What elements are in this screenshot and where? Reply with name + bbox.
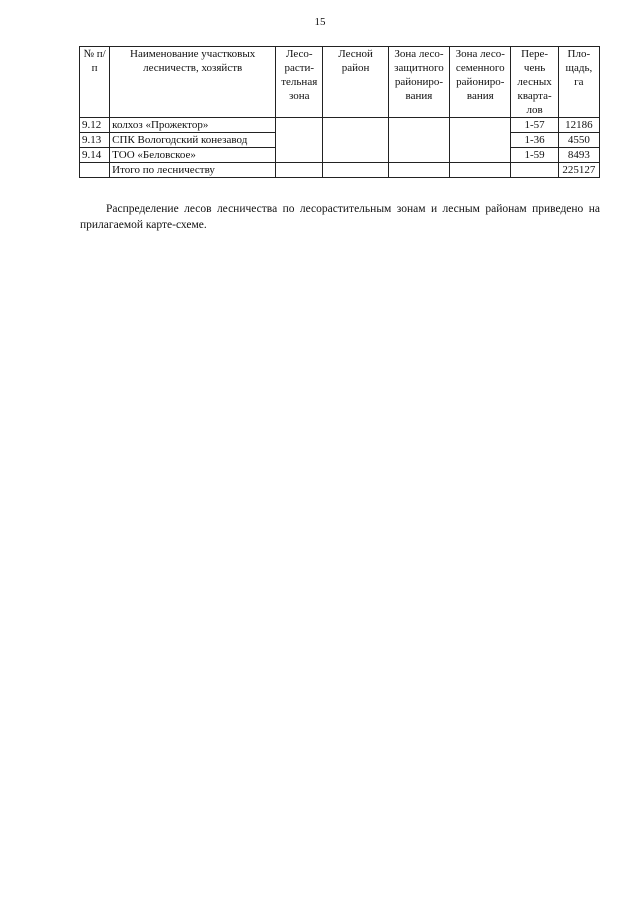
row-quarters: 1-57 <box>511 118 558 133</box>
row-area: 4550 <box>558 133 599 148</box>
header-forest-zone: Лесо-расти-тельная зона <box>276 47 323 118</box>
row-area: 12186 <box>558 118 599 133</box>
row-quarters: 1-36 <box>511 133 558 148</box>
header-quarters: Пере-чень лесных кварта-лов <box>511 47 558 118</box>
total-district-cell <box>323 163 388 178</box>
page-number: 15 <box>314 16 326 28</box>
row-quarters: 1-59 <box>511 148 558 163</box>
row-name: ТОО «Беловское» <box>110 148 276 163</box>
total-seed-cell <box>450 163 511 178</box>
header-forest-district: Лесной район <box>323 47 388 118</box>
seed-zone-cell <box>450 118 511 163</box>
header-number: № п/п <box>80 47 110 118</box>
total-zone-cell <box>276 163 323 178</box>
row-number: 9.13 <box>80 133 110 148</box>
header-protective-zone: Зона лесо-защитного райониро-вания <box>388 47 449 118</box>
zone-cell <box>276 118 323 163</box>
table-header-row <box>80 47 600 118</box>
total-quarters-cell <box>511 163 558 178</box>
forestry-table <box>79 46 600 178</box>
header-name: Наименование участковых лесничеств, хозяйств <box>110 47 276 118</box>
row-number: 9.12 <box>80 118 110 133</box>
row-number: 9.14 <box>80 148 110 163</box>
row-name: колхоз «Прожектор» <box>110 118 276 133</box>
total-area: 225127 <box>558 163 599 178</box>
body-paragraph: Распределение лесов лесничества по лесорастительным зонам и лесным районам приведено на прилагаемой карте-схеме. <box>80 203 600 231</box>
total-label: Итого по лесничеству <box>110 163 276 178</box>
table-row <box>80 118 600 133</box>
protective-zone-cell <box>388 118 449 163</box>
district-cell <box>323 118 388 163</box>
total-protective-cell <box>388 163 449 178</box>
header-area: Пло-щадь, га <box>558 47 599 118</box>
header-seed-zone: Зона лесо-семенного райониро-вания <box>450 47 511 118</box>
total-row <box>80 163 600 178</box>
row-area: 8493 <box>558 148 599 163</box>
row-name: СПК Вологодский конезавод <box>110 133 276 148</box>
total-number-cell <box>80 163 110 178</box>
